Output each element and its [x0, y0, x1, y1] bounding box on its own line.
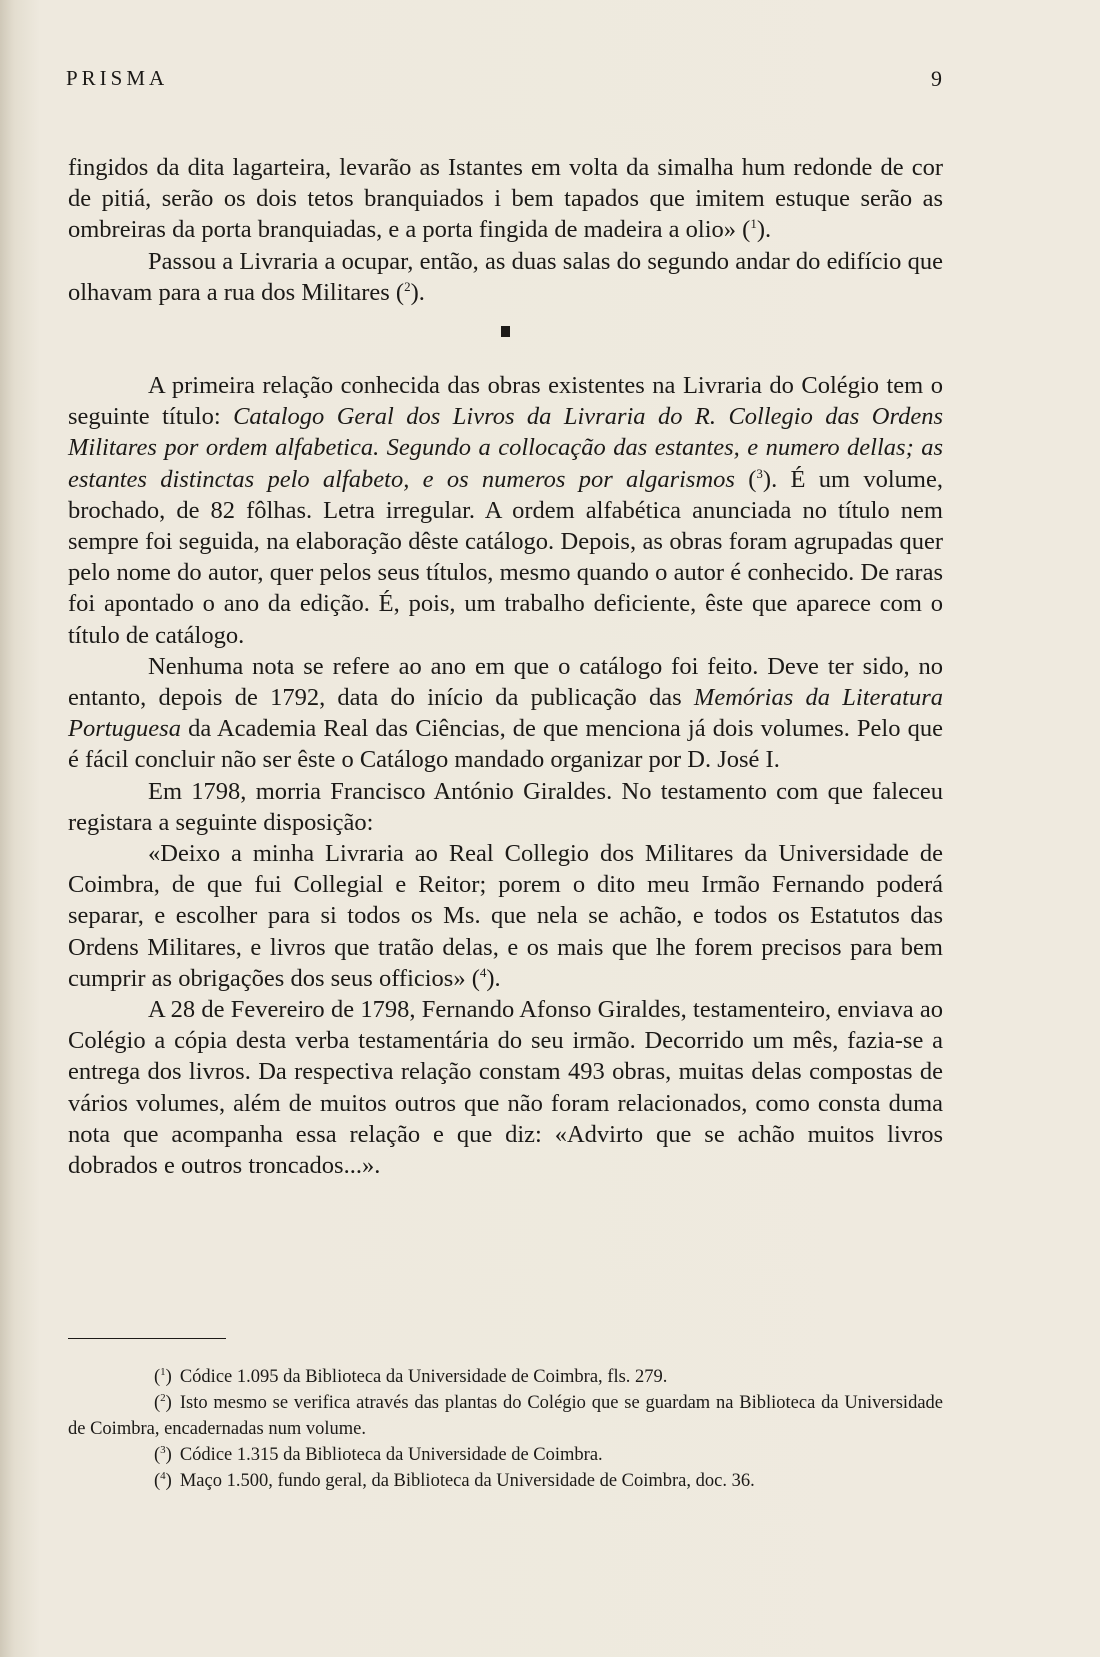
paragraph: Em 1798, morria Francisco António Giraldes. No testamento com que faleceu registara a seguinte disposição: — [68, 777, 943, 836]
paragraph: Nenhuma nota se refere ao ano em que o catálogo foi feito. Deve ter sido, no entanto, depois de 1792, data do início da publicação das Memórias da Literatura Portuguesa da Academia Real das Ciências, de que menciona já dois volumes. Pelo que é fácil concluir não ser êste o Catálogo mandado organizar por D. José I. — [68, 652, 944, 774]
footnote-number: 4 — [160, 1469, 166, 1482]
footnote-number: 2 — [160, 1391, 166, 1404]
footnotes — [68, 1364, 943, 1494]
page-number: 9 — [931, 66, 942, 91]
footnote-ref: 3 — [756, 465, 763, 481]
paragraph: A primeira relação conhecida das obras existentes na Livraria do Colégio tem o seguinte título: Catalogo Geral dos Livros da Livraria do R. Collegio das Ordens Militares por ordem alfabetica. Segundo a collocação das estantes, e numero dellas; as estantes distinctas pelo alfabeto, e os numeros por algarismos ($^3$). É um volume, brochado, de 82 fôlhas. Letra irregular. A ordem alfabética anunciada no título nem sempre foi seguida, na elaboração dêste catálogo. Depois, as obras foram agrupadas quer pelo nome do autor, quer pelos seus títulos, mesmo quando o autor é conhecido. De raras foi apontado o ano da edição. É, pois, um trabalho deficiente, êste que aparece com o título de catálogo. — [68, 372, 943, 649]
footnote-ref: 1 — [750, 216, 757, 232]
footnote-number: 3 — [160, 1443, 166, 1456]
main-text — [68, 152, 943, 1181]
footnote: ($^3$) Códice 1.315 da Biblioteca da Universidade de Coimbra. — [154, 1443, 603, 1465]
paragraph-continuation: fingidos da dita lagarteira, levarão as Istantes em volta da simalha hum redonde de cor de pitiá, serão os dois tetos branquiados i bem tapados que imitem estuque serão as ombreiras da porta branquiadas, e a porta fingida de madeira a olio» ($^1$). — [68, 154, 943, 244]
paragraph: Passou a Livraria a ocupar, então, as duas salas do segundo andar do edifício que olhavam para a rua dos Militares ($^2$). — [68, 247, 943, 306]
footnote: ($^4$) Maço 1.500, fundo geral, da Biblioteca da Universidade de Coimbra, doc. 36. — [154, 1469, 755, 1491]
publication-title: Memórias da Literatura Portuguesa — [68, 684, 944, 743]
paragraph: A 28 de Fevereiro de 1798, Fernando Afonso Giraldes, testamenteiro, enviava ao Colégio a cópia desta verba testamentária do seu irmão. Decorrido um mês, fazia-se a entrega dos livros. Da respectiva relação constam 493 obras, muitas delas compostas de vários volumes, além de muitos outros que não foram relacionados, como consta duma nota que acompanha essa relação e que diz: «Advirto que se achão muitos livros dobrados e outros troncados...». — [68, 996, 943, 1180]
page-header — [66, 66, 942, 96]
footnote-ref: 2 — [404, 278, 411, 294]
footnote-divider — [68, 1338, 226, 1339]
footnote: ($^1$) Códice 1.095 da Biblioteca da Universidade de Coimbra, fls. 279. — [154, 1365, 668, 1387]
square-ornament-icon — [501, 326, 510, 337]
footnote-ref: 4 — [479, 964, 487, 980]
catalog-title: Catalogo Geral dos Livros da Livraria do R. Collegio das Ordens Militares por ordem alfabetica. Segundo a collocação das estantes, e numero dellas; as estantes distinctas pelo alfabeto, e os numeros por algarismos — [68, 403, 943, 493]
quotation: «Deixo a minha Livraria ao Real Collegio dos Militares da Universidade de Coimbra, de que fui Collegial e Reitor; porem o dito meu Irmão Fernando poderá separar, e escolher para si todos os Ms. que nela se achão, e todos os Estatutos das Ordens Militares, e livros que tratão delas, e os mais que lhe forem precisos para bem cumprir as obrigações dos seus officios» ($^4$). — [68, 840, 943, 992]
section-ornament — [68, 308, 943, 370]
footnote-number: 1 — [160, 1365, 166, 1378]
running-title: PRISMA — [66, 66, 169, 90]
footnote: ($^2$) Isto mesmo se verifica através das plantas do Colégio que se guardam na Biblioteca da Universidade de Coimbra, encadernadas num volume. — [68, 1391, 943, 1439]
